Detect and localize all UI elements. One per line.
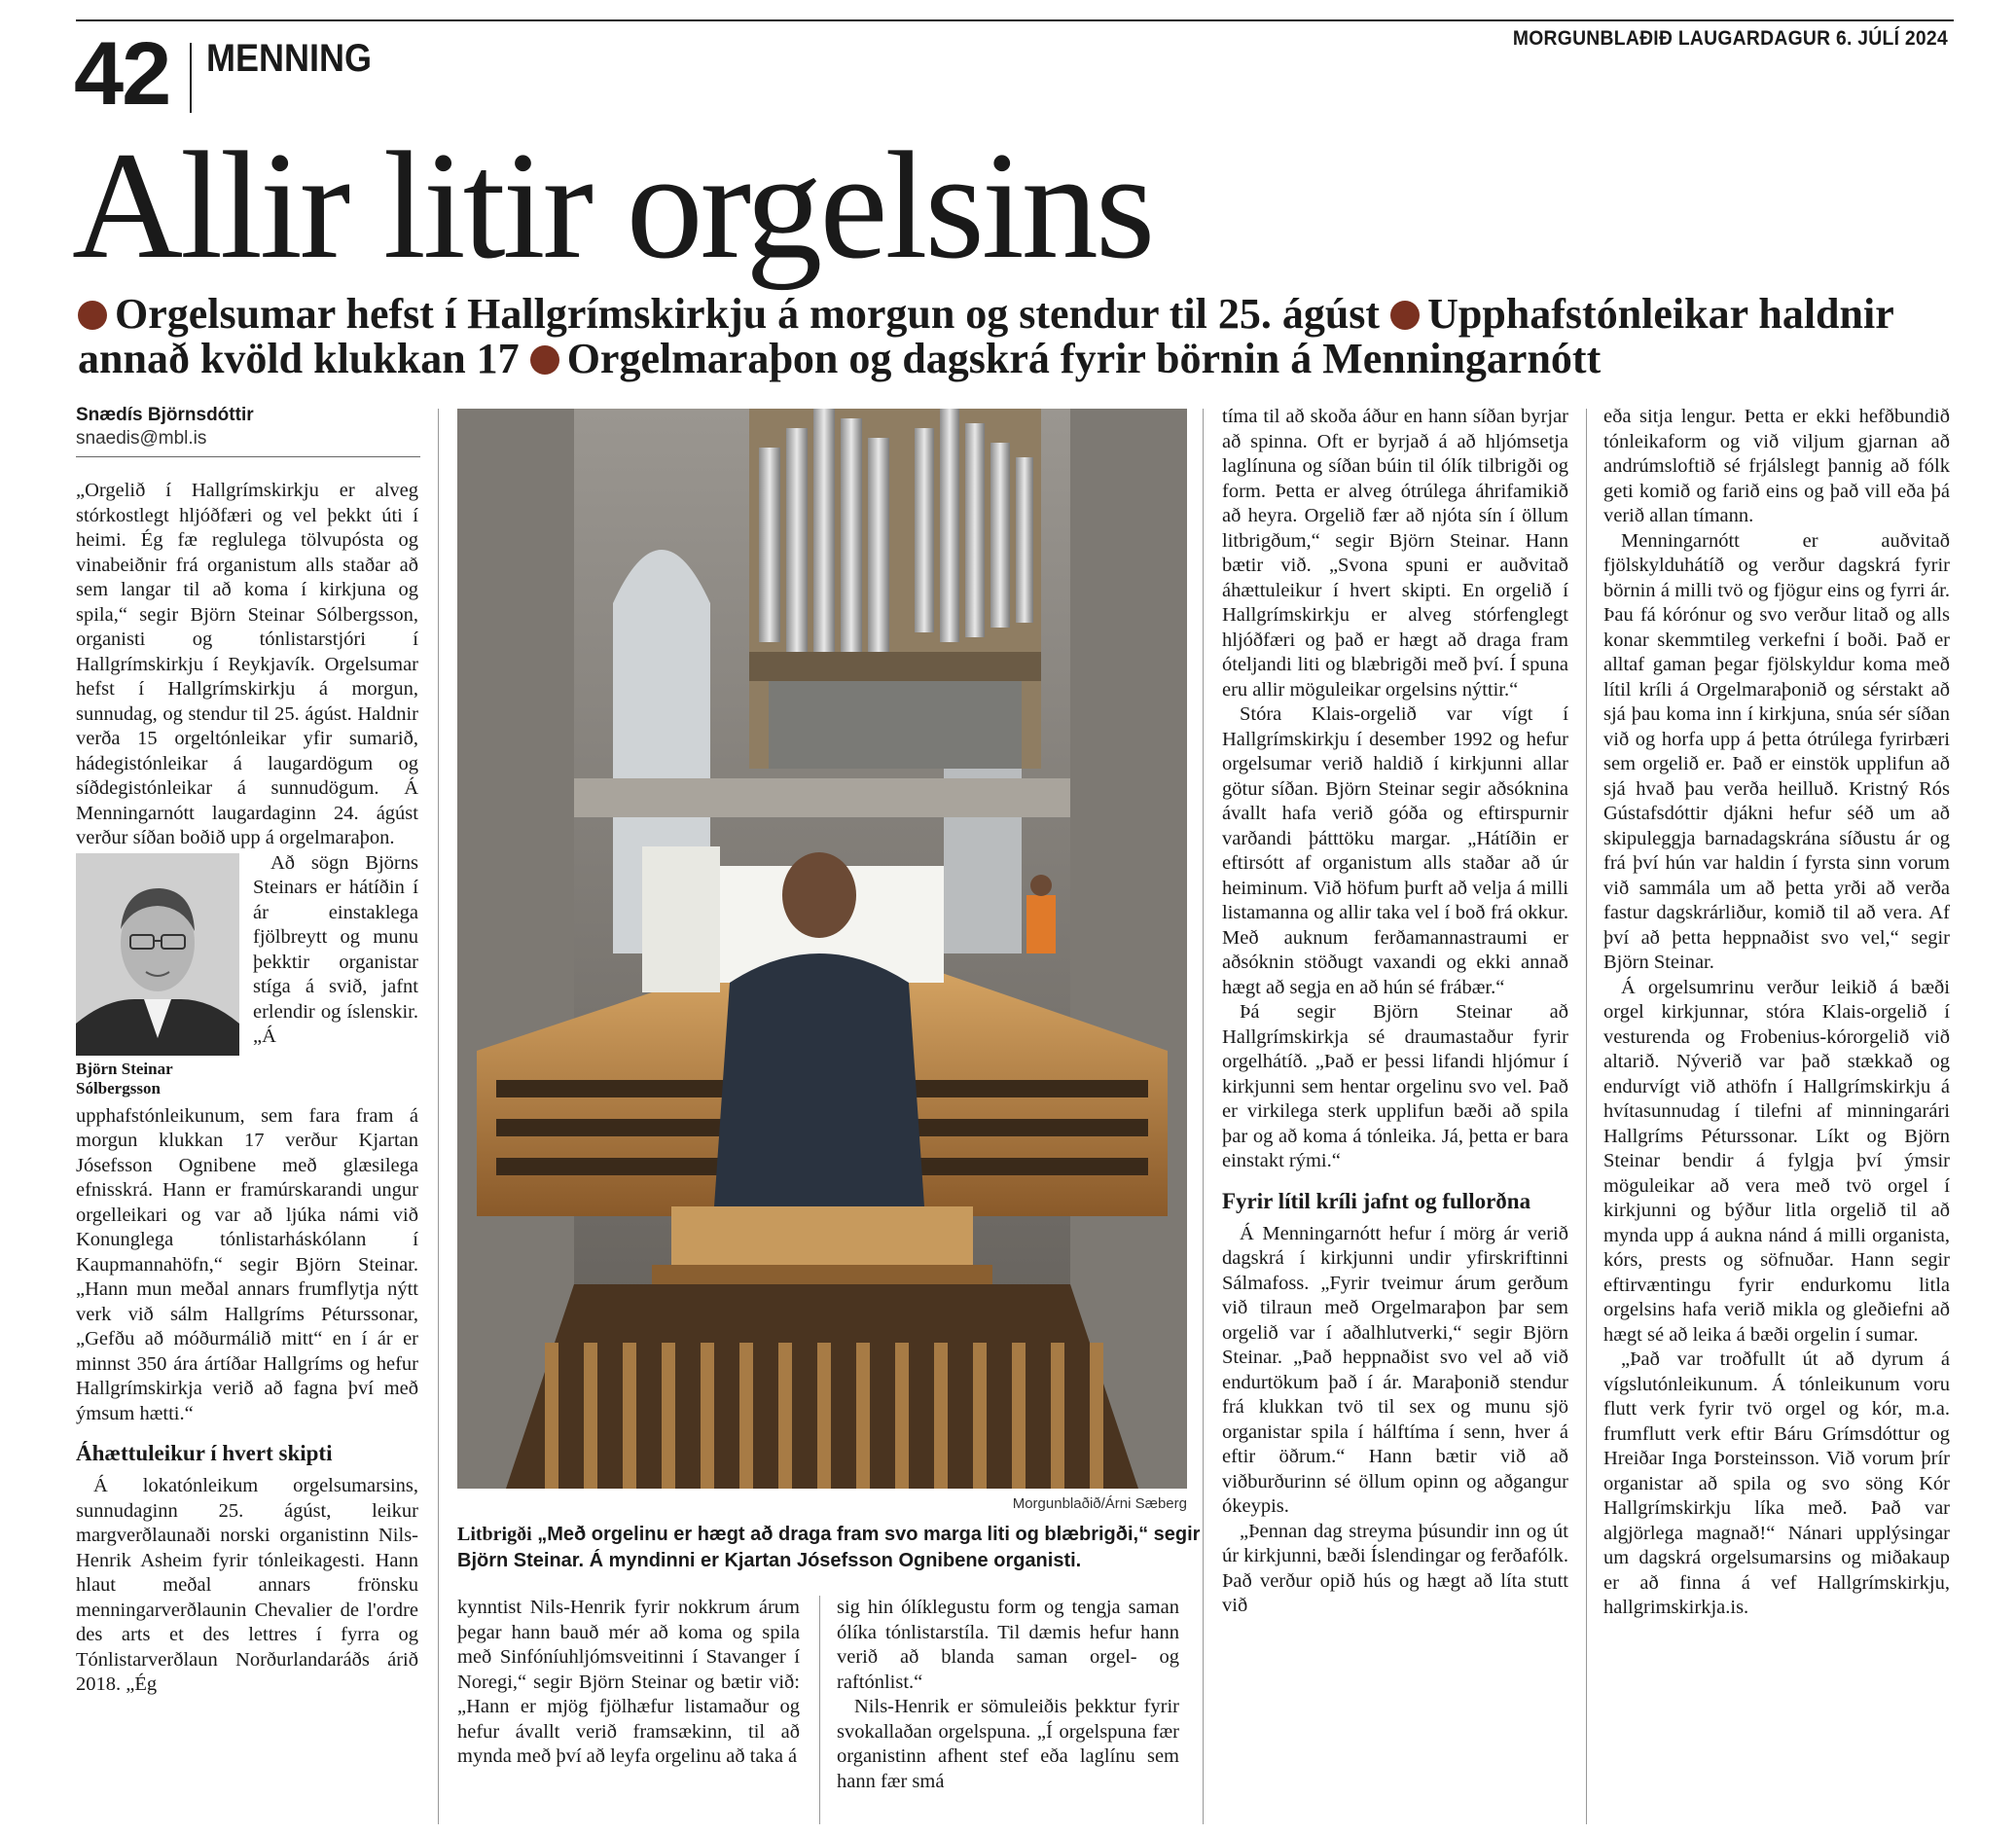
subheading: Fyrir lítil kríli jafnt og fullorðna xyxy=(1222,1188,1531,1213)
paragraph xyxy=(837,1695,1179,1794)
deck-item: Upphafstónleikar haldnir annað kvöld klukkan 17 xyxy=(78,290,1893,382)
paragraph-text: Að sögn Björns Steinars er hátíðin í ár einstaklega fjölbreytt og munu þekktir organistar stíga á svið, jafnt erlendir og íslenskir. „Á upphafstónleikunum, sem fara fram á morgun klukkan 17 verður Kjartan Jósefsson Ognibene með glæsilega efnisskrá. Hann er framúrskarandi ungur orgelleikari og var að ljúka námi við Konunglega tónlistarháskólann í Kaupmannahöfn,“ segir Björn Steinar. „Hann mun meðal annars frumflytja nýtt verk við sálm Hallgríms Péturssonar, „Gefðu að móðurmálið mitt“ en í ár er minnst 350 ára ártíðar Hallgríms og hefur Hallgrímskirkja verið að fagna því með ýmsum hætti.“ xyxy=(76,851,418,1424)
top-rule xyxy=(76,19,1954,21)
paragraph-text: „Það var troðfullt út að dyrum á vígslutónleikunum. Á tónleikunum voru flutt verk fyrir tvö orgel og kór, m.a. frumflutt verk eftir Báru Grímsdóttur og Hreiðar Inga Þorsteinsson. Við vorum þrír organistar að spila og svo söng Kór Hallgrímskirkju líka með. Það var algjörlega magnað!“ Nánari upplýsingar um dagskrá orgelsumarsins og miðakaup er að finna á vef Hallgrímskirkju, hallgrimskirkja.is. xyxy=(1603,1349,1950,1618)
page-number: 42 xyxy=(74,24,170,124)
paragraph-text: Þá segir Björn Steinar að Hallgrímskirkja sé draumastaður fyrir orgelhátíð. „Það er þessi lifandi hljómur í kirkjunni sem hentar orgelinu svo vel. Það er virkilega sterk upplifun bæði að spila þar og að koma á tónleika. Já, þetta er bara einstakt rými.“ xyxy=(1222,1001,1568,1171)
photo-caption xyxy=(457,1522,1206,1574)
column-2 xyxy=(457,1596,800,1824)
paragraph-text: „Orgelið í Hallgrímskirkju er alveg stórkostlegt hljóðfæri og vel þekkt úti í heimi. Ég fæ reglulega tölvupósta og vinabeiðnir frá organistum alls staðar að sem langar til að koma í kirkjuna og spila,“ segir Björn Steinar Sólbergsson, organisti og tónlistarstjóri í Hallgrímskirkju í Reykjavík. Orgelsumar hefst í Hallgrímskirkju á morgun, sunnudag, og stendur til 25. ágúst. Haldnir verða 15 orgeltónleikar yfir sumarið, hádegistónleikar á laugardögum og síðdegistónleikar á sunnudögum. Á Menningarnótt laugardaginn 24. ágúst verður síðan boðið upp á orgelmaraþon. xyxy=(76,480,418,848)
paragraph xyxy=(76,479,418,851)
paragraph xyxy=(1222,1222,1568,1520)
column-rule xyxy=(438,409,439,1824)
paragraph xyxy=(457,1596,800,1770)
author-name: Snædís Björnsdóttir xyxy=(76,405,254,425)
paragraph xyxy=(1222,702,1568,1000)
column-1 xyxy=(76,479,418,1821)
paragraph xyxy=(1222,1000,1568,1174)
column-3 xyxy=(837,1596,1179,1824)
column-rule xyxy=(819,1596,820,1824)
portrait-caption: Björn Steinar Sólbergsson xyxy=(76,1059,173,1097)
paragraph xyxy=(1603,405,1950,529)
paragraph xyxy=(1603,529,1950,976)
organ-photo xyxy=(457,409,1187,1489)
author-email[interactable]: snaedis@mbl.is xyxy=(76,428,207,449)
section-label: MENNING xyxy=(206,37,373,80)
paragraph-text: Á lokatónleikum orgelsumarsins, sunnudaginn 25. ágúst, leikur margverðlaunaði norski organistinn Nils-Henrik Asheim fyrir tónleikagesti. Hann hlaut meðal annars frönsku menningarverðlaunin Chevalier de l'ordre des arts et des lettres í fyrra og Tónlistarverðlaun Norðurlandaráðs árið 2018. „Ég xyxy=(76,1475,418,1695)
subheading: Áhættuleikur í hvert skipti xyxy=(76,1441,333,1465)
paragraph-text: Nils-Henrik er sömuleiðis þekktur fyrir svokallaðan orgelspuna. „Í orgelspuna fær organistinn afhent stef eða laglínu sem hann fær smá xyxy=(837,1696,1179,1792)
bullet-dot-icon xyxy=(530,345,559,375)
headline: Allir litir orgelsins xyxy=(72,121,1153,291)
bullet-dot-icon xyxy=(1390,301,1420,330)
page-number-separator xyxy=(190,43,192,113)
paragraph xyxy=(1222,1520,1568,1619)
paragraph xyxy=(1603,1348,1950,1621)
paragraph xyxy=(76,1474,418,1698)
portrait-photo xyxy=(76,853,239,1056)
paragraph xyxy=(1603,976,1950,1349)
paragraph-text: sig hin ólíklegustu form og tengja saman ólíka tónlistarstíla. Til dæmis hefur hann verið að blanda saman orgel- og raftónlist.“ xyxy=(837,1597,1179,1693)
bullet-dot-icon xyxy=(78,301,107,330)
caption-text: „Með orgelinu er hægt að draga fram svo marga liti og blæbrigði,“ segir Björn Steinar. Á myndinni er Kjartan Jósefsson Ognibene organisti. xyxy=(457,1524,1201,1571)
photo-credit: Morgunblaðið/Árni Sæberg xyxy=(1012,1495,1187,1512)
paragraph xyxy=(837,1596,1179,1695)
paragraph-text: tíma til að skoða áður en hann síðan byrjar að spinna. Oft er byrjað á að hljómsetja laglínuna og síðan búin til ólík tilbrigði og form. Þetta er alveg ótrúlega áhrifamikið að heyra. Orgelið fær að njóta sín í öllum litbrigðum,“ segir Björn Steinar. Hann bætir við. „Svona spuni er auðvitað áhættuleikur í hvert skipti. En orgelið í Hallgrímskirkju er alveg stórfenglegt hljóðfæri og það er hægt að draga fram óteljandi liti og blæbrigði með því. Í spuna eru allir möguleikar orgelsins nýttir.“ xyxy=(1222,406,1568,701)
deck xyxy=(78,292,1926,381)
paragraph-text: Stóra Klais-orgelið var vígt í Hallgrímskirkju í desember 1992 og hefur orgelsumar verið haldið í kirkjunni allar götur síðan. Björn Steinar segir aðsóknina ávallt hafa verið góða og eftirspurnir varðandi þátttöku margar. „Hátíðin er eftirsótt af organistum alls staðar að úr heiminum. Við höfum þurft að velja á milli listamanna og allir taka vel í boð frá okkur. Með auknum ferðamannastraumi er aðsóknin stöðugt vaxandi og ekki annað hægt að segja en að hún sé frábær.“ xyxy=(1222,703,1568,998)
column-5 xyxy=(1603,405,1950,1821)
paragraph-text: Á orgelsumrinu verður leikið á bæði orgel kirkjunnar, stóra Klais-orgelið í vesturenda og Frobenius-kórorgelið við altarið. Nýverið var það stækkað og endurvígt við athöfn í Hallgrímskirkju á hvítasunnudag í tilefni af minningarári Hallgríms Péturssonar. Líkt og Björn Steinar bendir á fylgja því ýmsir möguleikar að vera með tvö orgel í kirkjunni og býður litla orgelið til að mynda upp á aukna nánd á milli organista, kórs, prests og söfnuðar. Hann segir eftirvæntingu fyrir endurkomu litla orgelsins hafa verið mikla og gleðiefni að hægt sé að leika á bæði orgelin í sumar. xyxy=(1603,976,1950,1346)
byline xyxy=(76,404,420,457)
organ-console-illustration-icon xyxy=(457,409,1187,1489)
paragraph-text: Menningarnótt er auðvitað fjölskylduhátíð og verður dagskrá fyrir börnin á milli tvö og fjögur eins og fyrri ár. Þau fá kórónur og svo verður litað og alls konar skemmtileg verkefni í boði. Það er alltaf gaman þegar fjölskyldur koma með lítil kríli á Orgelmaraþonið og sérstakt að sjá þau koma inn í kirkjuna, snúa sér síðan við og horfa upp á þetta ótrúlega fyrirbæri sem orgelið er. Það er einstök upplifun að sjá hvað þau verða heilluð. Kristný Rós Gústafsdóttir djákni hefur séð um að skipuleggja barnadagskrána síðustu ár og frá því hún var haldin í fyrsta sinn vorum við sammála um að þetta yrði að verða fastur dagskrárliður, komið til að vera. Af því að þetta heppnaðist svo vel,“ segir Björn Steinar. xyxy=(1603,529,1950,973)
dateline: MORGUNBLAÐIÐ LAUGARDAGUR 6. JÚLÍ 2024 xyxy=(1512,27,1948,50)
paragraph-text: kynntist Nils-Henrik fyrir nokkrum árum þegar hann bauð mér að koma og spila með Sinfóníuhljómsveitinni í Stavanger í Noregi,“ segir Björn Steinar og bætir við: „Hann er mjög fjölhæfur listamaður og hefur ávallt verið framsækinn, til að mynda með því að leyfa orgelinu að taka á xyxy=(457,1597,800,1767)
paragraph-text: „Þennan dag streyma þúsundir inn og út úr kirkjunni, bæði Íslendingar og ferðafólk. Það verður opið hús og hægt að líta stutt við xyxy=(1222,1520,1568,1616)
deck-item: Orgelmaraþon og dagskrá fyrir börnin á Menningarnótt xyxy=(566,335,1602,382)
paragraph-text: Á Menningarnótt hefur í mörg ár verið dagskrá í kirkjunni undir yfirskriftinni Sálmafoss. „Fyrir tveimur árum gerðum við tilraun með Orgelmaraþon þar sem orgelið var í aðalhlutverki,“ segir Björn Steinar. „Það heppnaðist svo vel að við endurtökum það í ár. Maraþonið stendur frá klukkan tvö til sex og munu sjö organistar spila í hálftíma í senn, hver á eftir öðrum.“ Hann bætir við að viðburðurinn sé öllum opinn og aðgangur ókeypis. xyxy=(1222,1222,1568,1517)
paragraph xyxy=(1222,405,1568,702)
column-4 xyxy=(1222,405,1568,1821)
portrait-person-icon xyxy=(76,853,239,1056)
caption-keyword: Litbrigði xyxy=(457,1524,532,1545)
column-rule xyxy=(1203,409,1204,1824)
deck-item: Orgelsumar hefst í Hallgrímskirkju á morgun og stendur til 25. ágúst xyxy=(115,290,1381,338)
column-rule xyxy=(1586,409,1587,1824)
paragraph-text: eða sitja lengur. Þetta er ekki hefðbundið tónleikaform og við viljum gjarnan að andrúmsloftið sé frjálslegt þannig að fólk geti komið og farið eins og það vill eða þá verið allan tímann. xyxy=(1603,406,1950,526)
